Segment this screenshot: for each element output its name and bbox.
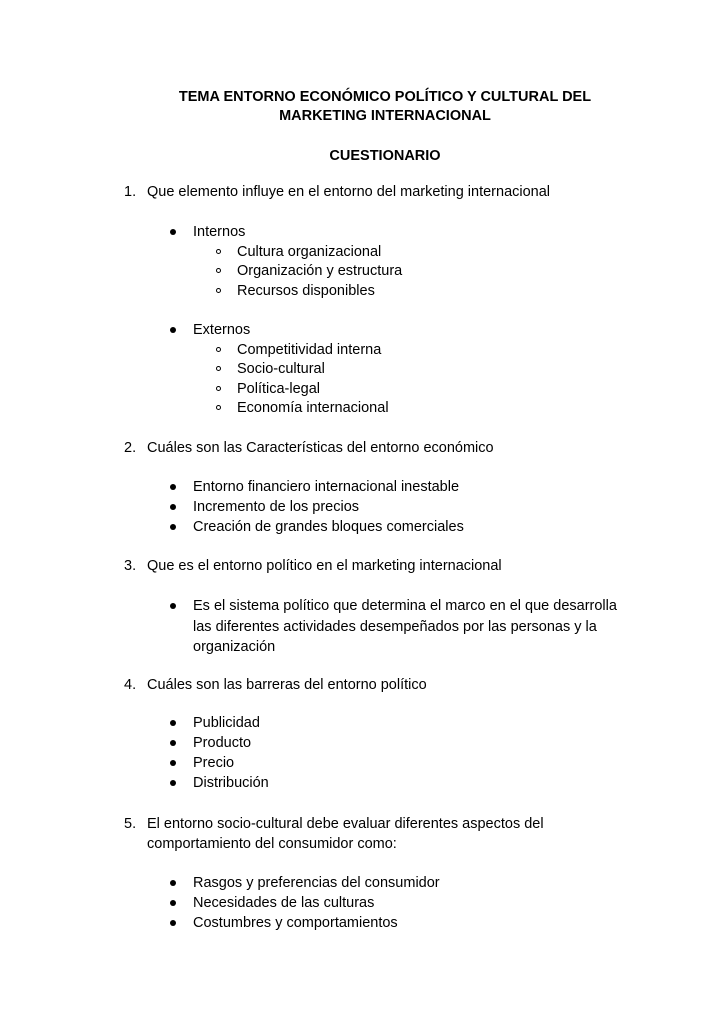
circle-bullet-icon — [216, 249, 221, 254]
list-item: Producto — [193, 735, 252, 751]
question-text: Cuáles son las Características del entorno económico — [147, 440, 494, 456]
list-item-label: Internos — [193, 224, 246, 240]
sub-list-item: Política-legal — [237, 381, 321, 397]
bullet-icon — [170, 880, 176, 886]
list-item: Entorno financiero internacional inestable — [193, 479, 460, 495]
circle-bullet-icon — [216, 288, 221, 293]
list-item-label: Externos — [193, 322, 251, 338]
circle-bullet-icon — [216, 347, 221, 352]
document-title-line-1: TEMA ENTORNO ECONÓMICO POLÍTICO Y CULTURAL DEL — [178, 89, 592, 105]
paragraph-line: Es el sistema político que determina el marco en el que desarrolla — [193, 598, 617, 614]
list-item: Rasgos y preferencias del consumidor — [193, 875, 440, 891]
bullet-icon — [170, 603, 176, 609]
sub-list-item: Organización y estructura — [237, 263, 403, 279]
question-text-line-2: comportamiento del consumidor como: — [147, 836, 397, 852]
list-item: Publicidad — [193, 715, 260, 731]
document-title-line-2: MARKETING INTERNACIONAL — [279, 108, 491, 124]
bullet-icon — [170, 484, 176, 490]
bullet-icon — [170, 760, 176, 766]
paragraph-line: organización — [193, 639, 276, 655]
question-number: 4. — [124, 677, 137, 693]
bullet-icon — [170, 720, 176, 726]
list-item: Distribución — [193, 775, 269, 791]
bullet-icon — [170, 780, 176, 786]
bullet-icon — [170, 740, 176, 746]
question-text: Que elemento influye en el entorno del marketing internacional — [147, 184, 551, 200]
circle-bullet-icon — [216, 268, 221, 273]
sub-list-item: Competitividad interna — [237, 342, 382, 358]
question-number: 1. — [124, 184, 137, 200]
circle-bullet-icon — [216, 386, 221, 391]
sub-list-item: Economía internacional — [237, 400, 389, 416]
bullet-icon — [170, 327, 176, 333]
question-text-line-1: El entorno socio-cultural debe evaluar diferentes aspectos del — [147, 816, 544, 832]
question-text: Que es el entorno político en el marketing internacional — [147, 558, 502, 574]
document-subtitle: CUESTIONARIO — [329, 148, 441, 164]
list-item: Necesidades de las culturas — [193, 895, 375, 911]
circle-bullet-icon — [216, 405, 221, 410]
list-item: Precio — [193, 755, 235, 771]
sub-list-item: Cultura organizacional — [237, 244, 382, 260]
list-item: Creación de grandes bloques comerciales — [193, 519, 464, 535]
question-number: 5. — [124, 816, 137, 832]
question-number: 3. — [124, 558, 137, 574]
circle-bullet-icon — [216, 366, 221, 371]
question-text: Cuáles son las barreras del entorno político — [147, 677, 427, 693]
sub-list-item: Recursos disponibles — [237, 283, 375, 299]
question-number: 2. — [124, 440, 137, 456]
sub-list-item: Socio-cultural — [237, 361, 325, 377]
bullet-icon — [170, 524, 176, 530]
bullet-icon — [170, 504, 176, 510]
bullet-icon — [170, 229, 176, 235]
list-item: Incremento de los precios — [193, 499, 360, 515]
bullet-icon — [170, 900, 176, 906]
paragraph-line: las diferentes actividades desempeñados por las personas y la — [193, 619, 597, 635]
bullet-icon — [170, 920, 176, 926]
list-item: Costumbres y comportamientos — [193, 915, 398, 931]
